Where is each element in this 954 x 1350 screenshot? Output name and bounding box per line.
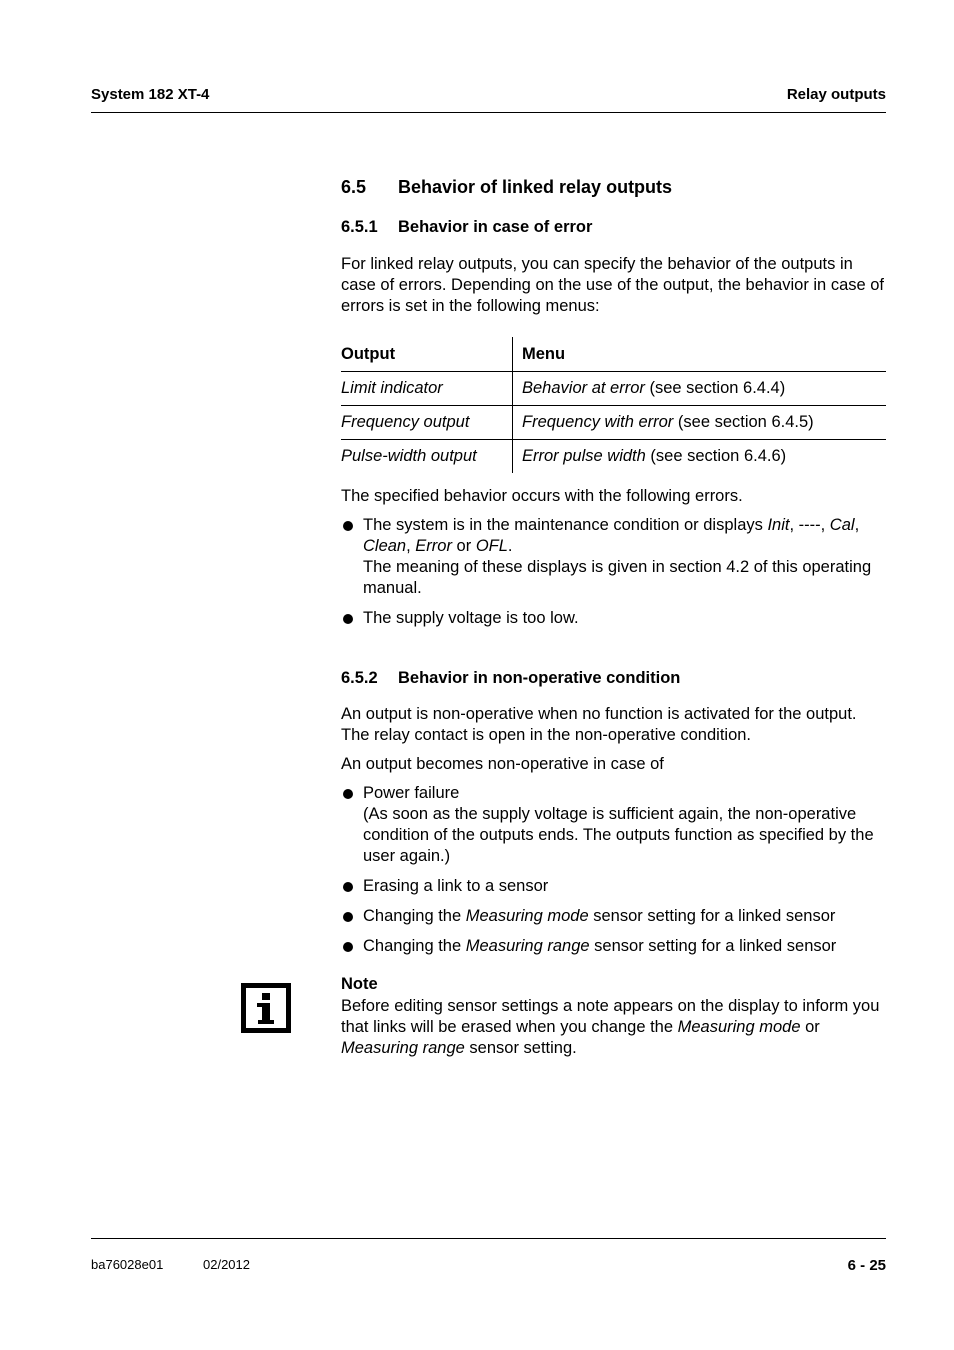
table-row xyxy=(341,406,886,440)
bullet-icon xyxy=(343,521,353,531)
table-cell-output: Pulse-width output xyxy=(341,440,513,474)
table-header-menu: Menu xyxy=(513,337,887,372)
footer-rule xyxy=(91,1238,886,1239)
header-doc-title: System 182 XT-4 xyxy=(91,86,210,103)
list-item: Changing the Measuring range sensor setting for a linked sensor xyxy=(341,936,886,957)
subsection-title: Behavior in non-operative condition xyxy=(398,669,681,687)
note-title: Note xyxy=(341,975,378,993)
list-item: The supply voltage is too low. xyxy=(341,608,886,629)
error-conditions-list xyxy=(341,515,886,629)
header-rule xyxy=(91,112,886,113)
subsection-title: Behavior in case of error xyxy=(398,218,593,236)
table-cell-output: Frequency output xyxy=(341,406,513,440)
list-item: The system is in the maintenance condition or displays Init, ----, Cal, Clean, Error or OFL. The meaning of these displays is given in section 4.2 of this operating manual. xyxy=(341,515,886,599)
page-number: 6 - 25 xyxy=(847,1257,886,1274)
nonoperative-definition-paragraph: An output is non-operative when no function is activated for the output. The relay contact is open in the non-operative condition. xyxy=(341,705,857,744)
header-chapter-title: Relay outputs xyxy=(786,86,886,103)
output-menu-table xyxy=(341,337,886,473)
footer-doc-id: ba76028e01 xyxy=(91,1257,164,1272)
table-cell-menu: Error pulse width (see section 6.4.6) xyxy=(513,440,887,474)
table-row xyxy=(341,372,886,406)
errors-lead-paragraph: The specified behavior occurs with the following errors. xyxy=(341,487,743,505)
bullet-icon xyxy=(343,882,353,892)
table-cell-menu: Behavior at error (see section 6.4.4) xyxy=(513,372,887,406)
section-number: 6.5 xyxy=(341,177,367,197)
subsection-number: 6.5.1 xyxy=(341,218,378,236)
table-row xyxy=(341,440,886,474)
note-body: Before editing sensor settings a note appears on the display to inform you that links will be erased when you change the Measuring mode or Measuring range sensor setting. xyxy=(341,997,880,1057)
subsection-number: 6.5.2 xyxy=(341,669,378,687)
bullet-icon xyxy=(343,912,353,922)
list-item: Erasing a link to a sensor xyxy=(341,876,886,897)
list-item-detail: (As soon as the supply voltage is sufficient again, the non-operative condition of the outputs ends. The outputs function as specified by the user again.) xyxy=(363,805,874,865)
nonoperative-lead-paragraph: An output becomes non-operative in case of xyxy=(341,755,664,773)
bullet-icon xyxy=(343,614,353,624)
intro-paragraph: For linked relay outputs, you can specify the behavior of the outputs in case of errors. Depending on the use of the output, the behavior in case of errors is set in the following menus: xyxy=(341,255,885,315)
table-header-output: Output xyxy=(341,344,396,363)
bullet-icon xyxy=(343,789,353,799)
section-heading xyxy=(341,177,672,198)
table-cell-output: Limit indicator xyxy=(341,372,513,406)
bullet-icon xyxy=(343,942,353,952)
subsection-heading-error xyxy=(341,218,592,237)
section-title: Behavior of linked relay outputs xyxy=(398,177,673,197)
list-item: Power failure (As soon as the supply voltage is sufficient again, the non-operative condition of the outputs ends. The outputs function as specified by the user again.) xyxy=(341,783,886,867)
nonoperative-causes-list xyxy=(341,783,886,957)
list-item-detail: The meaning of these displays is given in section 4.2 of this operating manual. xyxy=(363,558,872,597)
list-item: Changing the Measuring mode sensor setting for a linked sensor xyxy=(341,906,886,927)
subsection-heading-nonoperative xyxy=(341,669,680,688)
table-header-row xyxy=(341,337,886,372)
footer-date: 02/2012 xyxy=(203,1257,250,1272)
info-icon xyxy=(241,983,291,1033)
table-cell-menu: Frequency with error (see section 6.4.5) xyxy=(513,406,887,440)
